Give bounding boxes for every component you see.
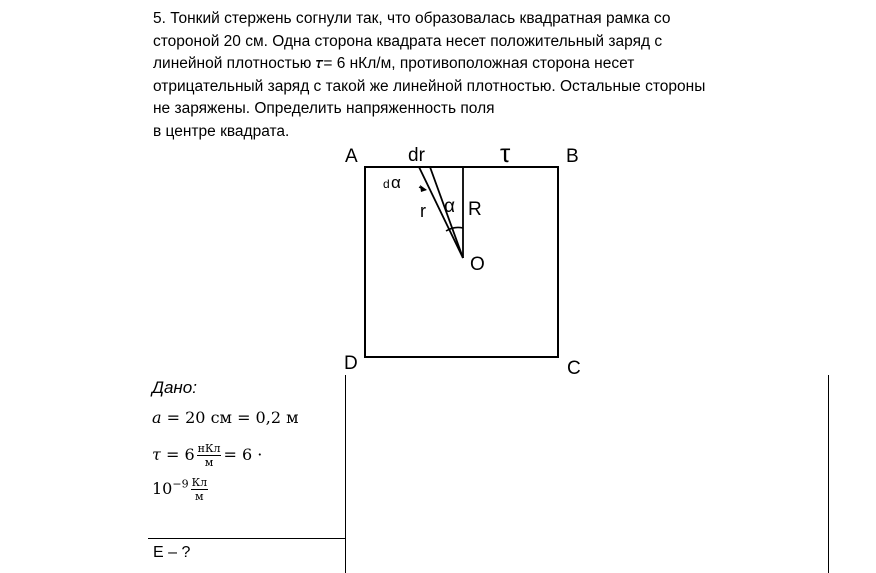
given-tau-unit-num: Кл — [191, 476, 208, 489]
label-r: r — [420, 201, 426, 221]
label-tau: τ — [500, 138, 511, 168]
given-tau-power-base: 10 — [152, 479, 173, 498]
label-dr: dr — [408, 145, 425, 166]
label-O: O — [470, 254, 485, 275]
problem-line-3: линейной плотностью 𝜏= 6 нКл/м, противоположная сторона несет — [153, 55, 635, 72]
given-tau-frac-num: нКл — [197, 442, 221, 455]
given-tau-power-exp: −9 — [172, 477, 189, 491]
given-tau-var: 𝜏 — [152, 445, 161, 464]
given-tau-eq: = 6 — [160, 445, 195, 464]
label-R: R — [468, 199, 482, 220]
label-B: B — [566, 146, 579, 167]
given-tau-unit-den: м — [195, 490, 204, 503]
given-divider-horizontal — [148, 538, 345, 539]
given-tau-tail: = 6 · — [223, 445, 263, 464]
given-a-value: = 20 см = 0,2 м — [161, 408, 299, 427]
find-quantity: E – ? — [153, 544, 191, 561]
given-tau-frac-den: м — [204, 456, 214, 469]
problem-line-6: в центре квадрата. — [153, 122, 290, 140]
label-D: D — [344, 353, 358, 374]
label-d-alpha-alpha: α — [391, 173, 401, 192]
label-d-alpha-d: d — [383, 177, 390, 191]
square-frame — [365, 167, 558, 357]
given-a-var: 𝑎 — [152, 408, 162, 427]
given-tau-continued — [152, 476, 210, 503]
given-a — [152, 408, 299, 427]
given-tau — [152, 442, 262, 469]
problem-line-1: 5. Тонкий стержень согнули так, что образовалась квадратная рамка со — [153, 10, 671, 27]
given-title: Дано: — [152, 378, 197, 397]
given-tau-unit-fraction — [191, 476, 209, 503]
problem-line-4: отрицательный заряд с такой же линейной плотностью. Остальные стороны — [153, 77, 706, 95]
problem-line-2: стороной 20 см. Одна сторона квадрата несет положительный заряд с — [153, 32, 663, 50]
right-divider-vertical — [828, 375, 829, 573]
problem-line-5: не заряжены. Определить напряженность поля — [153, 100, 495, 117]
label-alpha: α — [444, 196, 455, 217]
given-tau-fraction — [197, 442, 222, 469]
arrow-head — [420, 185, 427, 192]
given-divider-vertical — [345, 375, 346, 573]
label-C: C — [567, 358, 581, 379]
label-A: A — [345, 146, 358, 167]
